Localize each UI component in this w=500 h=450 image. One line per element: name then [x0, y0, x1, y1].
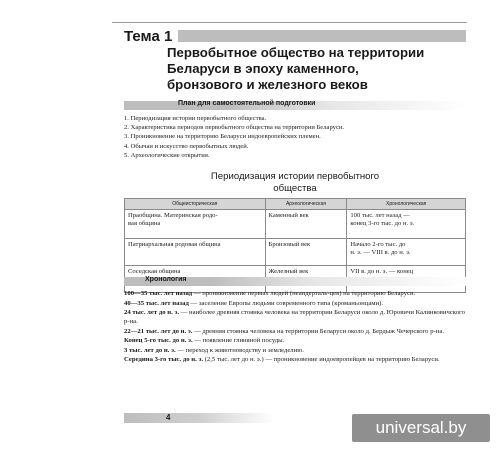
table-title	[124, 171, 466, 195]
entry-text: — заселение Европы людьми современного типа (кроманьонцами).	[188, 299, 384, 307]
entry-date: Середина 3-го тыс. до н. э.	[124, 356, 204, 363]
chronology-list	[124, 289, 470, 365]
watermark-badge: universal.by	[352, 414, 490, 442]
table-cell	[125, 239, 266, 266]
entry-date: 40—35 тыс. лет назад	[124, 299, 189, 307]
entry-date: 22—21 тыс. лет до н. э.	[124, 327, 193, 335]
cell-line: Начало 2-го тыс. до	[350, 241, 406, 249]
column-header: Общеисторическая	[125, 199, 266, 210]
page-title	[167, 45, 467, 93]
table-cell: Железный век	[265, 266, 347, 293]
table-cell	[125, 210, 266, 239]
chronology-entry	[124, 308, 470, 326]
table-cell	[347, 239, 466, 266]
title-line: бронзового и железного веков	[167, 77, 368, 92]
topic-label: Тема 1	[124, 28, 173, 45]
list-item: 5. Археологические открытия.	[124, 151, 210, 159]
cell-line: Патриархальная родовая община	[128, 241, 221, 249]
page-number: 4	[166, 413, 171, 422]
chronology-entry	[124, 327, 470, 336]
table-title-line: Периодизация истории первобытного	[210, 171, 380, 182]
column-header: Археологическая	[265, 199, 347, 210]
list-item: 4. Обычаи и искусство первобытных людей.	[124, 142, 249, 150]
table-title-line: общества	[273, 183, 317, 194]
cell-line: Праобщина. Материнская родо-	[128, 212, 218, 220]
title-line: Первобытное общество на территории	[167, 45, 425, 60]
table-cell	[347, 210, 466, 239]
entry-text: — древняя стоянка человека на территории Беларуси около д. Бердыж Чечерского р-на.	[192, 327, 444, 335]
table-cell: Бронзовый век	[265, 239, 347, 266]
table-cell: Каменный век	[265, 210, 347, 239]
entry-text: — проникновение первых людей (неандерталь-цев) на территорию Беларуси.	[192, 290, 416, 297]
topic-bar	[178, 30, 466, 42]
cell-line: конец 3-го тыс. до н. э.	[350, 220, 415, 228]
list-item: 1. Периодизация истории первобытного общества.	[124, 115, 267, 122]
cell-line: н. э. — VIII в. до н. э.	[350, 249, 411, 257]
table-row	[125, 239, 466, 266]
chronology-title: Хронология	[145, 276, 187, 283]
chronology-entry	[124, 355, 470, 364]
chronology-entry	[124, 336, 470, 345]
chronology-entry	[124, 346, 470, 355]
cell-line: вая община	[128, 220, 161, 228]
entry-date: Конец 5-го тыс. до н. э.	[124, 337, 193, 344]
list-item: 2. Характеристика периодов первобытного общества на территории Беларуси.	[124, 124, 345, 132]
entry-date: 100—35 тыс. лет назад	[124, 290, 193, 297]
entry-date: 3 тыс. лет до н. э.	[124, 346, 176, 354]
entry-text: — наиболее древняя стоянка человека на территории Беларуси около д. Юровичи Калинковичского р-на.	[124, 309, 465, 325]
cell-line: VII в. до н. э. — конец	[350, 268, 414, 276]
cell-line: 100 тыс. лет назад —	[350, 212, 410, 220]
list-item: 3. Проникновение на территорию Беларуси индоевропейских племен.	[124, 133, 321, 141]
plan-title: План для самостоятельной подготовки	[178, 100, 316, 107]
entry-text: — переход к животноводству и земледелию.	[175, 346, 304, 354]
cell-line: Соседская община	[128, 268, 181, 276]
entry-text: — появление глиняной посуды.	[192, 337, 285, 344]
table-header-row	[125, 199, 466, 210]
chronology-entry	[124, 299, 470, 308]
plan-list	[124, 114, 344, 160]
entry-date: 24 тыс. лет до н. э.	[124, 309, 180, 316]
top-rule	[112, 22, 467, 23]
chronology-entry	[124, 289, 470, 298]
title-line: Беларуси в эпоху каменного,	[167, 61, 359, 76]
page-number-bar	[124, 413, 274, 423]
entry-text: (2,5 тыс. лет до н. э.) — проникновение индоевропейцев на территорию Беларуси.	[203, 356, 440, 363]
column-header: Хронологическая	[347, 199, 466, 210]
table-row	[125, 210, 466, 239]
